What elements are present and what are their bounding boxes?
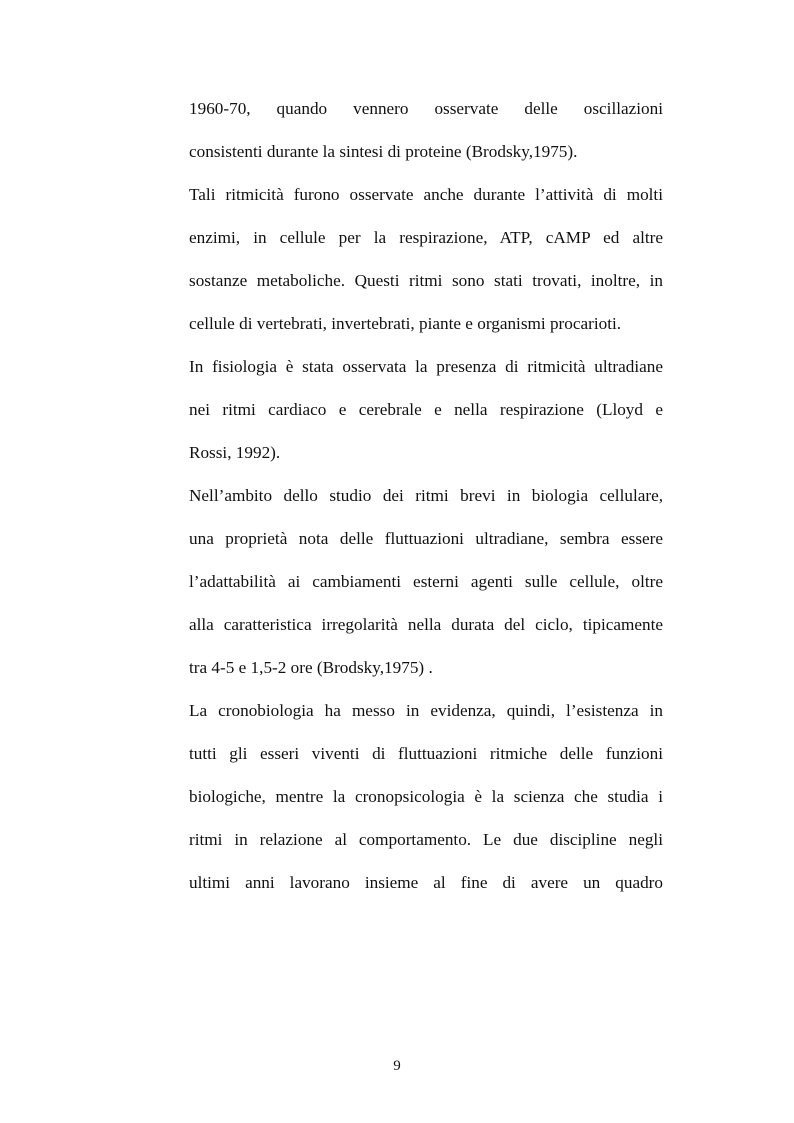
text-line: biologiche, mentre la cronopsicologia è la scienza che studia i — [189, 787, 663, 806]
text-line: sostanze metaboliche. Questi ritmi sono stati trovati, inoltre, in — [189, 271, 663, 290]
text-line: cellule di vertebrati, invertebrati, piante e organismi procarioti. — [189, 314, 622, 333]
page-number: 9 — [393, 1058, 401, 1074]
text-line: Tali ritmicità furono osservate anche durante l’attività di molti — [189, 185, 663, 204]
text-line: consistenti durante la sintesi di proteine (Brodsky,1975). — [189, 142, 578, 161]
text-line: tra 4-5 e 1,5-2 ore (Brodsky,1975) . — [189, 658, 433, 677]
text-line: una proprietà nota delle fluttuazioni ultradiane, sembra essere — [189, 529, 663, 548]
text-line: La cronobiologia ha messo in evidenza, quindi, l’esistenza in — [189, 701, 663, 720]
text-line: ultimi anni lavorano insieme al fine di avere un quadro — [189, 873, 663, 892]
text-line: nei ritmi cardiaco e cerebrale e nella respirazione (Lloyd e — [189, 400, 663, 419]
text-line: l’adattabilità ai cambiamenti esterni agenti sulle cellule, oltre — [189, 572, 663, 591]
text-line: ritmi in relazione al comportamento. Le due discipline negli — [189, 830, 663, 849]
text-line: tutti gli esseri viventi di fluttuazioni ritmiche delle funzioni — [189, 744, 663, 763]
text-line: In fisiologia è stata osservata la presenza di ritmicità ultradiane — [189, 357, 663, 376]
text-line: 1960-70, quando vennero osservate delle oscillazioni — [189, 99, 663, 118]
text-line: Rossi, 1992). — [189, 443, 281, 462]
text-line: Nell’ambito dello studio dei ritmi brevi in biologia cellulare, — [189, 486, 663, 505]
text-line: alla caratteristica irregolarità nella durata del ciclo, tipicamente — [189, 615, 663, 634]
body-text — [189, 87, 663, 904]
text-line: enzimi, in cellule per la respirazione, ATP, cAMP ed altre — [189, 228, 663, 247]
